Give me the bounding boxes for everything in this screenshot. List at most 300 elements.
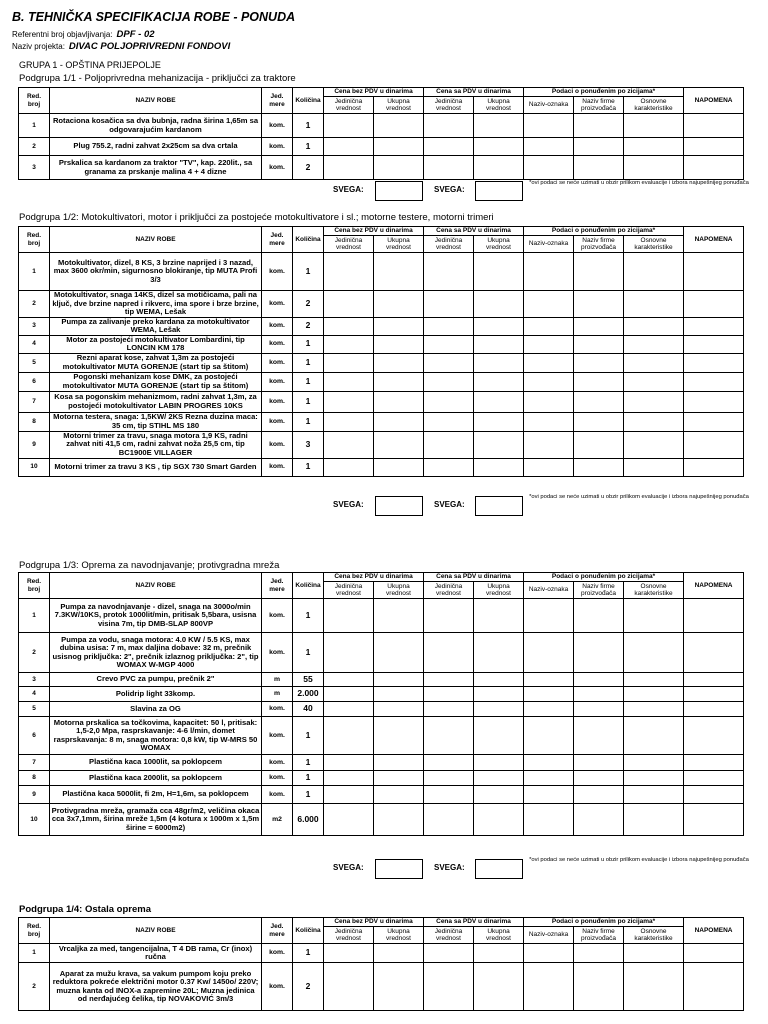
remark-cell[interactable] (684, 114, 744, 138)
price-unit-no-vat-cell[interactable] (324, 687, 374, 702)
remark-cell[interactable] (684, 253, 744, 291)
item-unit: kom. (262, 253, 293, 291)
item-name: Motorna testera, snaga: 1,5KW/ 2KS Rezna duzina maca: 35 cm, tip STIHL MS 180 (50, 412, 262, 431)
price-unit-vat-cell[interactable] (424, 804, 474, 836)
price-unit-vat-cell[interactable] (424, 771, 474, 786)
offered-manufacturer-cell[interactable] (574, 291, 624, 318)
col-cena-sa-pdv: Cena sa PDV u dinarima (424, 227, 524, 236)
price-unit-vat-cell[interactable] (424, 786, 474, 804)
table-row (19, 717, 768, 755)
price-unit-no-vat-cell[interactable] (324, 412, 374, 431)
price-total-no-vat-cell[interactable] (374, 633, 424, 673)
remark-cell[interactable] (684, 291, 744, 318)
remark-cell[interactable] (684, 599, 744, 633)
svega-label-vat: SVEGA: (434, 185, 465, 194)
price-total-vat-cell[interactable] (474, 431, 524, 458)
price-total-vat-cell[interactable] (474, 391, 524, 412)
price-unit-no-vat-cell[interactable] (324, 431, 374, 458)
remark-cell[interactable] (684, 633, 744, 673)
row-number: 6 (19, 372, 50, 391)
price-total-vat-cell[interactable] (474, 138, 524, 156)
item-unit: kom. (262, 156, 293, 180)
offered-manufacturer-cell[interactable] (574, 156, 624, 180)
price-unit-vat-cell[interactable] (424, 599, 474, 633)
price-unit-vat-cell[interactable] (424, 412, 474, 431)
offered-specs-cell[interactable] (624, 717, 684, 755)
price-total-vat-cell[interactable] (474, 335, 524, 353)
item-unit: m2 (262, 804, 293, 836)
col-jedinicna-bez: Jedinična vrednost (324, 236, 374, 253)
col-ukupna-bez: Ukupna vrednost (374, 927, 424, 944)
price-unit-no-vat-cell[interactable] (324, 673, 374, 687)
offered-specs-cell[interactable] (624, 412, 684, 431)
item-name: Motorni trimer za travu, snaga motora 1,9 KS, radni zahvat niti 41,5 cm, radni zahvat noža 25,5 cm, tip BC1900E VILLAGER (50, 431, 262, 458)
offered-name-cell[interactable] (524, 391, 574, 412)
price-total-vat-cell[interactable] (474, 317, 524, 335)
offered-manufacturer-cell[interactable] (574, 138, 624, 156)
remark-cell[interactable] (684, 156, 744, 180)
table-row (19, 138, 768, 156)
col-naziv-firme: Naziv firme proizvođača (574, 582, 624, 599)
item-unit: kom. (262, 702, 293, 717)
price-unit-vat-cell[interactable] (424, 963, 474, 1011)
offered-specs-cell[interactable] (624, 755, 684, 771)
row-number: 10 (19, 458, 50, 476)
price-unit-no-vat-cell[interactable] (324, 253, 374, 291)
row-number: 1 (19, 253, 50, 291)
offered-manufacturer-cell[interactable] (574, 804, 624, 836)
col-cena-bez-pdv: Cena bez PDV u dinarima (324, 88, 424, 97)
item-unit: m (262, 687, 293, 702)
price-unit-no-vat-cell[interactable] (324, 717, 374, 755)
col-naziv-oznaka: Naziv-oznaka (524, 97, 574, 114)
price-total-vat-cell[interactable] (474, 156, 524, 180)
remark-cell[interactable] (684, 431, 744, 458)
price-total-vat-cell[interactable] (474, 353, 524, 372)
reference-line (12, 29, 155, 40)
price-total-vat-cell[interactable] (474, 372, 524, 391)
price-total-no-vat-cell[interactable] (374, 391, 424, 412)
header-row (19, 918, 768, 927)
price-unit-no-vat-cell[interactable] (324, 963, 374, 1011)
offered-name-cell[interactable] (524, 156, 574, 180)
offered-specs-cell[interactable] (624, 673, 684, 687)
offered-name-cell[interactable] (524, 673, 574, 687)
project-label: Naziv projekta: (12, 42, 65, 51)
remark-cell[interactable] (684, 353, 744, 372)
price-unit-no-vat-cell[interactable] (324, 755, 374, 771)
col-naziv-oznaka: Naziv-oznaka (524, 927, 574, 944)
offered-name-cell[interactable] (524, 353, 574, 372)
table-row (19, 673, 768, 687)
offered-specs-cell[interactable] (624, 391, 684, 412)
offered-manufacturer-cell[interactable] (574, 391, 624, 412)
col-ukupna-sa: Ukupna vrednost (474, 582, 524, 599)
offered-name-cell[interactable] (524, 963, 574, 1011)
price-unit-vat-cell[interactable] (424, 673, 474, 687)
offered-specs-cell[interactable] (624, 944, 684, 963)
col-kolicina: Količina (293, 573, 324, 599)
item-name: Motokultivator, dizel, 8 KS, 3 brzine naprijed i 3 nazad, max 3600 okr/min, sigurnosno blokiranje, tip MUTA Profi 3/3 (50, 253, 262, 291)
price-unit-vat-cell[interactable] (424, 633, 474, 673)
offered-specs-cell[interactable] (624, 771, 684, 786)
offered-name-cell[interactable] (524, 335, 574, 353)
offered-specs-cell[interactable] (624, 156, 684, 180)
offered-manufacturer-cell[interactable] (574, 353, 624, 372)
price-total-vat-cell[interactable] (474, 114, 524, 138)
item-quantity: 2 (293, 156, 324, 180)
price-unit-vat-cell[interactable] (424, 755, 474, 771)
offered-specs-cell[interactable] (624, 372, 684, 391)
price-total-vat-cell[interactable] (474, 291, 524, 318)
offered-specs-cell[interactable] (624, 702, 684, 717)
offered-specs-cell[interactable] (624, 804, 684, 836)
offered-specs-cell[interactable] (624, 633, 684, 673)
offered-manufacturer-cell[interactable] (574, 253, 624, 291)
price-total-vat-cell[interactable] (474, 771, 524, 786)
item-unit: kom. (262, 391, 293, 412)
remark-cell[interactable] (684, 412, 744, 431)
spec-table (18, 87, 768, 180)
offered-specs-cell[interactable] (624, 458, 684, 476)
offered-name-cell[interactable] (524, 786, 574, 804)
offered-manufacturer-cell[interactable] (574, 317, 624, 335)
remark-cell[interactable] (684, 963, 744, 1011)
price-total-vat-cell[interactable] (474, 804, 524, 836)
item-unit: kom. (262, 372, 293, 391)
price-total-vat-cell[interactable] (474, 633, 524, 673)
offered-specs-cell[interactable] (624, 599, 684, 633)
price-total-no-vat-cell[interactable] (374, 786, 424, 804)
col-osnovne: Osnovne karakteristike (624, 927, 684, 944)
price-unit-vat-cell[interactable] (424, 391, 474, 412)
col-jedinicna-bez: Jedinična vrednost (324, 97, 374, 114)
price-unit-vat-cell[interactable] (424, 458, 474, 476)
price-total-vat-cell[interactable] (474, 687, 524, 702)
price-unit-vat-cell[interactable] (424, 114, 474, 138)
price-unit-no-vat-cell[interactable] (324, 944, 374, 963)
remark-cell[interactable] (684, 138, 744, 156)
row-number: 2 (19, 963, 50, 1011)
item-quantity: 2 (293, 291, 324, 318)
price-total-no-vat-cell[interactable] (374, 755, 424, 771)
offered-manufacturer-cell[interactable] (574, 431, 624, 458)
col-osnovne: Osnovne karakteristike (624, 582, 684, 599)
offered-manufacturer-cell[interactable] (574, 687, 624, 702)
offered-name-cell[interactable] (524, 804, 574, 836)
price-unit-no-vat-cell[interactable] (324, 633, 374, 673)
price-total-vat-cell[interactable] (474, 702, 524, 717)
price-total-no-vat-cell[interactable] (374, 138, 424, 156)
svega-total-no-vat[interactable] (375, 181, 423, 201)
item-name: Slavina za OG (50, 702, 262, 717)
offered-specs-cell[interactable] (624, 138, 684, 156)
price-total-no-vat-cell[interactable] (374, 253, 424, 291)
col-napomena: NAPOMENA (684, 573, 744, 599)
remark-cell[interactable] (684, 771, 744, 786)
table-row (19, 687, 768, 702)
price-unit-no-vat-cell[interactable] (324, 335, 374, 353)
offered-name-cell[interactable] (524, 717, 574, 755)
table-row (19, 156, 768, 180)
offered-manufacturer-cell[interactable] (574, 755, 624, 771)
price-unit-no-vat-cell[interactable] (324, 291, 374, 318)
price-total-no-vat-cell[interactable] (374, 317, 424, 335)
offered-name-cell[interactable] (524, 317, 574, 335)
col-naziv-robe: NAZIV ROBE (50, 573, 262, 599)
offered-name-cell[interactable] (524, 253, 574, 291)
price-total-no-vat-cell[interactable] (374, 687, 424, 702)
price-unit-no-vat-cell[interactable] (324, 372, 374, 391)
col-naziv-firme: Naziv firme proizvođača (574, 927, 624, 944)
offered-name-cell[interactable] (524, 771, 574, 786)
price-total-no-vat-cell[interactable] (374, 335, 424, 353)
offered-name-cell[interactable] (524, 702, 574, 717)
offered-name-cell[interactable] (524, 431, 574, 458)
offered-name-cell[interactable] (524, 372, 574, 391)
row-number: 6 (19, 717, 50, 755)
remark-cell[interactable] (684, 317, 744, 335)
item-unit: kom. (262, 412, 293, 431)
item-name: Plastična kaca 5000lit, fi 2m, H=1,6m, sa poklopcem (50, 786, 262, 804)
offered-name-cell[interactable] (524, 633, 574, 673)
remark-cell[interactable] (684, 673, 744, 687)
table-row (19, 458, 768, 476)
price-total-no-vat-cell[interactable] (374, 804, 424, 836)
price-unit-vat-cell[interactable] (424, 944, 474, 963)
price-unit-vat-cell[interactable] (424, 335, 474, 353)
col-cena-bez-pdv: Cena bez PDV u dinarima (324, 918, 424, 927)
price-unit-no-vat-cell[interactable] (324, 702, 374, 717)
offered-manufacturer-cell[interactable] (574, 963, 624, 1011)
col-ukupna-bez: Ukupna vrednost (374, 236, 424, 253)
col-cena-sa-pdv: Cena sa PDV u dinarima (424, 573, 524, 582)
offered-name-cell[interactable] (524, 944, 574, 963)
price-unit-no-vat-cell[interactable] (324, 804, 374, 836)
price-total-no-vat-cell[interactable] (374, 771, 424, 786)
item-name: Kosa sa pogonskim mehanizmom, radni zahvat 1,3m, za postojeći motokultivator LABIN PROGRES 10KS (50, 391, 262, 412)
price-total-no-vat-cell[interactable] (374, 431, 424, 458)
remark-cell[interactable] (684, 687, 744, 702)
offered-manufacturer-cell[interactable] (574, 372, 624, 391)
price-total-no-vat-cell[interactable] (374, 114, 424, 138)
price-total-vat-cell[interactable] (474, 963, 524, 1011)
price-unit-no-vat-cell[interactable] (324, 353, 374, 372)
price-total-no-vat-cell[interactable] (374, 353, 424, 372)
remark-cell[interactable] (684, 804, 744, 836)
item-name: Motor za postojeći motokultivator Lombardini, tip LONCIN KM 178 (50, 335, 262, 353)
price-total-vat-cell[interactable] (474, 944, 524, 963)
remark-cell[interactable] (684, 786, 744, 804)
price-unit-no-vat-cell[interactable] (324, 138, 374, 156)
price-total-no-vat-cell[interactable] (374, 458, 424, 476)
project-line (12, 41, 230, 52)
item-quantity: 1 (293, 353, 324, 372)
offered-name-cell[interactable] (524, 599, 574, 633)
price-total-no-vat-cell[interactable] (374, 599, 424, 633)
footnote: *ovi podaci se neće uzimati u obzir prilikom evaluacije i izbora najupešnijeg ponuđača (529, 180, 749, 186)
offered-specs-cell[interactable] (624, 114, 684, 138)
table-row (19, 786, 768, 804)
item-quantity: 1 (293, 771, 324, 786)
price-unit-vat-cell[interactable] (424, 138, 474, 156)
section-title: Podgrupa 1/4: Ostala oprema (19, 904, 151, 915)
price-total-vat-cell[interactable] (474, 458, 524, 476)
table-row (19, 944, 768, 963)
row-number: 4 (19, 687, 50, 702)
svega-total-no-vat[interactable] (375, 859, 423, 879)
item-quantity: 1 (293, 372, 324, 391)
offered-specs-cell[interactable] (624, 963, 684, 1011)
item-unit: kom. (262, 335, 293, 353)
offered-manufacturer-cell[interactable] (574, 771, 624, 786)
col-jedinicna-bez: Jedinična vrednost (324, 927, 374, 944)
col-napomena: NAPOMENA (684, 918, 744, 944)
item-name: Motorni trimer za travu 3 KS , tip SGX 730 Smart Garden (50, 458, 262, 476)
price-unit-vat-cell[interactable] (424, 702, 474, 717)
price-unit-vat-cell[interactable] (424, 317, 474, 335)
svega-total-vat[interactable] (475, 181, 523, 201)
item-quantity: 55 (293, 673, 324, 687)
col-ukupna-sa: Ukupna vrednost (474, 236, 524, 253)
row-number: 3 (19, 156, 50, 180)
price-total-no-vat-cell[interactable] (374, 673, 424, 687)
remark-cell[interactable] (684, 391, 744, 412)
price-unit-vat-cell[interactable] (424, 431, 474, 458)
offered-specs-cell[interactable] (624, 291, 684, 318)
col-napomena: NAPOMENA (684, 88, 744, 114)
offered-name-cell[interactable] (524, 458, 574, 476)
price-unit-vat-cell[interactable] (424, 253, 474, 291)
offered-name-cell[interactable] (524, 291, 574, 318)
item-name: Prskalica sa kardanom za traktor "TV", kap. 220lit., sa granama za prskanje malina 4 + 4 dizne (50, 156, 262, 180)
item-name: Vrcaljka za med, tangencijalna, T 4 DB rama, Cr (inox) ručna (50, 944, 262, 963)
row-number: 9 (19, 786, 50, 804)
item-quantity: 1 (293, 786, 324, 804)
price-total-vat-cell[interactable] (474, 786, 524, 804)
price-unit-no-vat-cell[interactable] (324, 317, 374, 335)
remark-cell[interactable] (684, 335, 744, 353)
price-total-no-vat-cell[interactable] (374, 717, 424, 755)
col-jed-mere: Jed. mere (262, 918, 293, 944)
price-unit-no-vat-cell[interactable] (324, 599, 374, 633)
item-quantity: 2.000 (293, 687, 324, 702)
offered-manufacturer-cell[interactable] (574, 599, 624, 633)
remark-cell[interactable] (684, 717, 744, 755)
row-number: 2 (19, 291, 50, 318)
col-ukupna-bez: Ukupna vrednost (374, 97, 424, 114)
offered-name-cell[interactable] (524, 138, 574, 156)
offered-manufacturer-cell[interactable] (574, 702, 624, 717)
price-unit-no-vat-cell[interactable] (324, 458, 374, 476)
offered-manufacturer-cell[interactable] (574, 717, 624, 755)
price-total-vat-cell[interactable] (474, 755, 524, 771)
price-total-no-vat-cell[interactable] (374, 372, 424, 391)
offered-specs-cell[interactable] (624, 786, 684, 804)
item-quantity: 1 (293, 633, 324, 673)
footnote: *ovi podaci se neće uzimati u obzir prilikom evaluacije i izbora najupešnijeg ponuđača (529, 494, 749, 500)
offered-specs-cell[interactable] (624, 431, 684, 458)
price-total-no-vat-cell[interactable] (374, 963, 424, 1011)
price-unit-vat-cell[interactable] (424, 156, 474, 180)
row-number: 2 (19, 138, 50, 156)
remark-cell[interactable] (684, 458, 744, 476)
price-total-vat-cell[interactable] (474, 253, 524, 291)
section-title: Podgrupa 1/1 - Poljoprivredna mehanizacija - priključci za traktore (19, 73, 296, 84)
offered-manufacturer-cell[interactable] (574, 633, 624, 673)
svega-total-vat[interactable] (475, 496, 523, 516)
offered-specs-cell[interactable] (624, 687, 684, 702)
offered-name-cell[interactable] (524, 687, 574, 702)
price-unit-vat-cell[interactable] (424, 687, 474, 702)
price-unit-no-vat-cell[interactable] (324, 771, 374, 786)
col-osnovne: Osnovne karakteristike (624, 236, 684, 253)
price-unit-no-vat-cell[interactable] (324, 786, 374, 804)
svega-total-no-vat[interactable] (375, 496, 423, 516)
price-unit-no-vat-cell[interactable] (324, 156, 374, 180)
offered-manufacturer-cell[interactable] (574, 944, 624, 963)
remark-cell[interactable] (684, 372, 744, 391)
offered-specs-cell[interactable] (624, 353, 684, 372)
price-total-no-vat-cell[interactable] (374, 944, 424, 963)
col-napomena: NAPOMENA (684, 227, 744, 253)
table-row (19, 317, 768, 335)
row-number: 7 (19, 755, 50, 771)
item-name: Rezni aparat kose, zahvat 1,3m za postojeći motokultivator MUTA GORENJE (start tip sa štitom) (50, 353, 262, 372)
offered-name-cell[interactable] (524, 412, 574, 431)
price-total-no-vat-cell[interactable] (374, 412, 424, 431)
col-naziv-oznaka: Naziv-oznaka (524, 236, 574, 253)
price-total-vat-cell[interactable] (474, 412, 524, 431)
col-podaci: Podaci o ponuđenim po ziciјama* (524, 227, 684, 236)
col-naziv-robe: NAZIV ROBE (50, 227, 262, 253)
price-unit-no-vat-cell[interactable] (324, 114, 374, 138)
offered-manufacturer-cell[interactable] (574, 412, 624, 431)
offered-manufacturer-cell[interactable] (574, 114, 624, 138)
offered-name-cell[interactable] (524, 755, 574, 771)
item-quantity: 1 (293, 335, 324, 353)
price-unit-vat-cell[interactable] (424, 717, 474, 755)
remark-cell[interactable] (684, 702, 744, 717)
item-name: Plastična kaca 1000lit, sa poklopcem (50, 755, 262, 771)
table-row (19, 431, 768, 458)
remark-cell[interactable] (684, 755, 744, 771)
price-total-vat-cell[interactable] (474, 599, 524, 633)
offered-manufacturer-cell[interactable] (574, 458, 624, 476)
offered-manufacturer-cell[interactable] (574, 335, 624, 353)
offered-specs-cell[interactable] (624, 335, 684, 353)
offered-manufacturer-cell[interactable] (574, 673, 624, 687)
price-total-no-vat-cell[interactable] (374, 291, 424, 318)
price-unit-vat-cell[interactable] (424, 291, 474, 318)
row-number: 3 (19, 317, 50, 335)
price-unit-vat-cell[interactable] (424, 372, 474, 391)
price-unit-vat-cell[interactable] (424, 353, 474, 372)
offered-manufacturer-cell[interactable] (574, 786, 624, 804)
offered-specs-cell[interactable] (624, 253, 684, 291)
price-total-no-vat-cell[interactable] (374, 156, 424, 180)
table-row (19, 804, 768, 836)
svega-total-vat[interactable] (475, 859, 523, 879)
price-unit-no-vat-cell[interactable] (324, 391, 374, 412)
remark-cell[interactable] (684, 944, 744, 963)
price-total-no-vat-cell[interactable] (374, 702, 424, 717)
offered-name-cell[interactable] (524, 114, 574, 138)
price-total-vat-cell[interactable] (474, 717, 524, 755)
offered-specs-cell[interactable] (624, 317, 684, 335)
col-kolicina: Količina (293, 88, 324, 114)
price-total-vat-cell[interactable] (474, 673, 524, 687)
